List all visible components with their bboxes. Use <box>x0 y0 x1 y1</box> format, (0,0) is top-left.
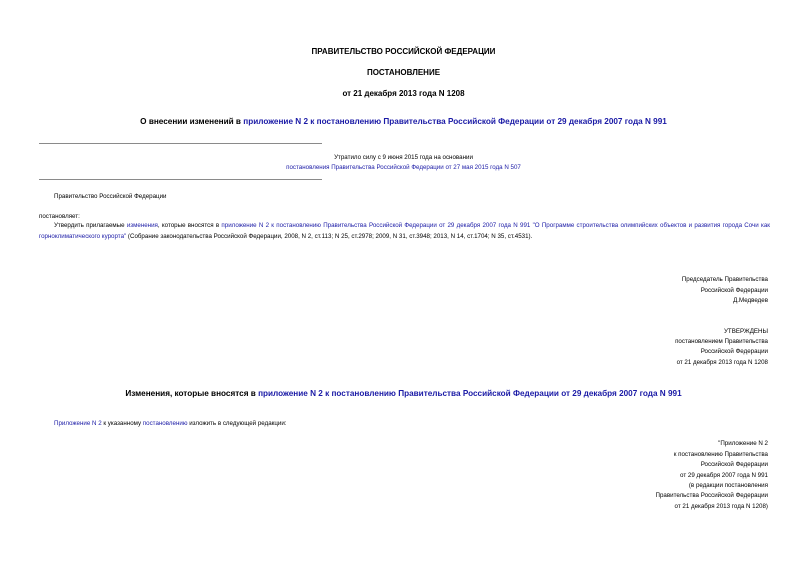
signature-org: Российской Федерации <box>700 287 768 294</box>
annex-line-2: к постановлению Правительства <box>673 451 768 458</box>
signature-position: Председатель Правительства <box>681 276 768 283</box>
decree-link[interactable]: постановлению <box>142 420 188 427</box>
changes-title-prefix: Изменения, которые вносятся в <box>125 389 259 398</box>
main-paragraph <box>39 221 770 242</box>
annex-line-6: Правительства Российской Федерации <box>655 492 768 499</box>
approved-line-3: Российской Федерации <box>700 348 768 355</box>
document-title-link[interactable]: приложение N 2 к постановлению Правительства Российской Федерации от 29 декабря 2007 года N 991 <box>243 117 667 126</box>
annex-line-3: Российской Федерации <box>700 461 768 468</box>
notice-line: Утратило силу с 9 июня 2015 года на основании <box>334 154 473 161</box>
approved-heading: УТВЕРЖДЕНЫ <box>724 328 768 335</box>
decrees-word: постановляет: <box>39 213 80 220</box>
approved-line-4: от 21 декабря 2013 года N 1208 <box>676 359 768 366</box>
government-heading: ПРАВИТЕЛЬСТВО РОССИЙСКОЙ ФЕДЕРАЦИИ <box>311 47 496 56</box>
changes-paragraph-mid: к указанному <box>101 420 143 427</box>
annex-line-4: от 29 декабря 2007 года N 991 <box>680 472 768 479</box>
notice-bottom-divider <box>39 179 322 180</box>
government-name: Правительство Российской Федерации <box>54 193 167 200</box>
main-paragraph-text-c: (Собрание законодательства Российской Федерации, 2008, N 2, ст.113; N 25, ст.2978; 2009, N 31, ст.3948; 2013, N 14, ст.1704; N 35, ст.4531). <box>126 232 533 240</box>
changes-title <box>0 389 807 398</box>
annex-line-1: "Приложение N 2 <box>718 440 768 447</box>
annex-decree-link[interactable]: приложение N 2 к постановлению Правительства Российской Федерации от 29 декабря 2007 года N 991 "О Программе строительства олимпийских объектов и развития города Сочи как горноклиматического курорта" <box>39 222 770 240</box>
document-title-prefix: О внесении изменений в <box>140 117 244 126</box>
document-title <box>0 117 807 126</box>
main-paragraph-text-a: Утвердить прилагаемые <box>54 222 127 229</box>
changes-link[interactable]: изменения <box>126 222 158 229</box>
notice-repeal-link[interactable]: постановления Правительства Российской Федерации от 27 мая 2015 года N 507 <box>286 164 521 171</box>
document-date-number: от 21 декабря 2013 года N 1208 <box>342 89 465 98</box>
annex-line-7: от 21 декабря 2013 года N 1208) <box>674 503 768 510</box>
notice-top-divider <box>39 143 322 144</box>
annex-line-5: (в редакции постановления <box>688 482 768 489</box>
signature-name: Д.Медведев <box>733 297 768 304</box>
annex-2-link[interactable]: Приложение N 2 <box>54 420 102 427</box>
main-paragraph-text-b: , которые вносятся в <box>157 222 222 229</box>
approved-line-2: постановлением Правительства <box>675 338 768 345</box>
changes-paragraph <box>54 420 287 427</box>
document-type: ПОСТАНОВЛЕНИЕ <box>366 68 441 77</box>
changes-paragraph-end: изложить в следующей редакции: <box>187 420 287 427</box>
changes-title-link[interactable]: приложение N 2 к постановлению Правительства Российской Федерации от 29 декабря 2007 года N 991 <box>258 389 682 398</box>
